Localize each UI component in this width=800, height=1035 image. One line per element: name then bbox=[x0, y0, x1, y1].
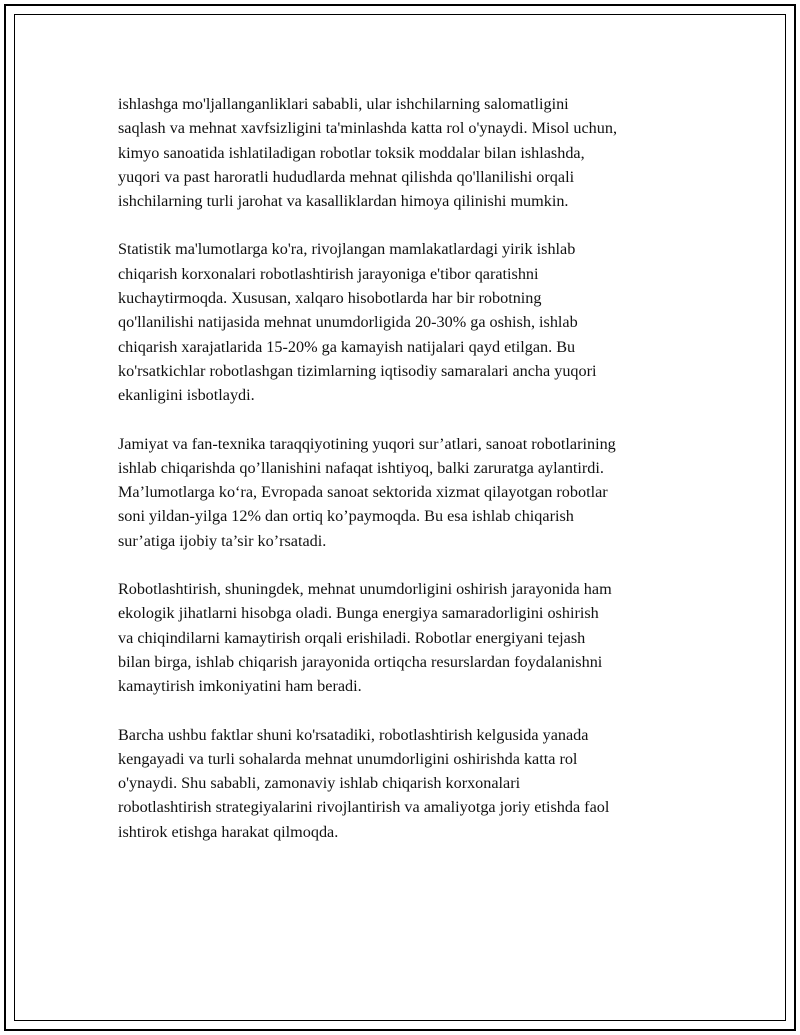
text-line: Ma’lumotlarga ko‘ra, Evropada sanoat sektorida xizmat qilayotgan robotlar bbox=[118, 483, 608, 502]
text-line: kamaytirish imkoniyatini ham beradi. bbox=[118, 677, 362, 696]
text-line: Barcha ushbu faktlar shuni ko'rsatadiki, robotlashtirish kelgusida yanada bbox=[118, 725, 589, 744]
text-line: ishtirok etishga harakat qilmoqda. bbox=[118, 822, 339, 841]
text-line: saqlash va mehnat xavfsizligini ta'minlashda katta rol o'ynaydi. Misol uchun, bbox=[118, 119, 617, 138]
text-line: Robotlashtirish, shuningdek, mehnat unumdorligini oshirish jarayonida ham bbox=[118, 580, 612, 599]
text-line: chiqarish korxonalari robotlashtirish jarayoniga e'tibor qaratishni bbox=[118, 264, 539, 283]
paragraph-europe-growth bbox=[118, 432, 698, 553]
text-line: ishlashga mo'ljallanganliklari sababli, ular ishchilarning salomatligini bbox=[118, 95, 569, 113]
text-line: chiqarish xarajatlarida 15-20% ga kamayish natijalari qayd etilgan. Bu bbox=[118, 337, 576, 356]
text-line: ekologik jihatlarni hisobga oladi. Bunga energiya samaradorligini oshirish bbox=[118, 604, 599, 623]
text-line: sur’atiga ijobiy ta’sir ko’rsatadi. bbox=[118, 531, 327, 550]
paragraph-worker-safety bbox=[118, 92, 698, 213]
text-line: yuqori va past haroratli hududlarda mehnat qilishda qo'llanilishi orqali bbox=[118, 167, 575, 186]
paragraph-ecology bbox=[118, 577, 698, 698]
text-line: ko'rsatkichlar robotlashgan tizimlarning iqtisodiy samaralari ancha yuqori bbox=[118, 361, 597, 380]
text-line: ishlab chiqarishda qo’llanishini nafaqat ishtiyoq, balki zaruratga aylantirdi. bbox=[118, 458, 604, 477]
text-line: kuchaytirmoqda. Xususan, xalqaro hisobotlarda har bir robotning bbox=[118, 289, 542, 308]
text-line: ekanligini isbotlaydi. bbox=[118, 386, 255, 405]
text-line: robotlashtirish strategiyalarini rivojlantirish va amaliyotga joriy etishda faol bbox=[118, 798, 610, 817]
text-line: ishchilarning turli jarohat va kasalliklardan himoya qilinishi mumkin. bbox=[118, 192, 569, 211]
paragraph-conclusion bbox=[118, 723, 698, 844]
text-line: kimyo sanoatida ishlatiladigan robotlar toksik moddalar bilan ishlashda, bbox=[118, 143, 585, 162]
text-line: soni yildan-yilga 12% dan ortiq ko’paymoqda. Bu esa ishlab chiqarish bbox=[118, 507, 574, 526]
text-line: Jamiyat va fan-texnika taraqqiyotining yuqori sur’atlari, sanoat robotlarining bbox=[118, 434, 616, 453]
document-body bbox=[118, 92, 698, 868]
text-line: Statistik ma'lumotlarga ko'ra, rivojlangan mamlakatlardagi yirik ishlab bbox=[118, 240, 576, 259]
text-line: bilan birga, ishlab chiqarish jarayonida ortiqcha resurslardan foydalanishni bbox=[118, 652, 603, 671]
text-line: qo'llanilishi natijasida mehnat unumdorligida 20-30% ga oshish, ishlab bbox=[118, 313, 578, 332]
text-line: o'ynaydi. Shu sababli, zamonaviy ishlab chiqarish korxonalari bbox=[118, 774, 521, 793]
text-line: va chiqindilarni kamaytirish orqali erishiladi. Robotlar energiyani tejash bbox=[118, 628, 586, 647]
text-line: kengayadi va turli sohalarda mehnat unumdorligini oshirishda katta rol bbox=[118, 749, 578, 768]
paragraph-statistics bbox=[118, 237, 698, 407]
